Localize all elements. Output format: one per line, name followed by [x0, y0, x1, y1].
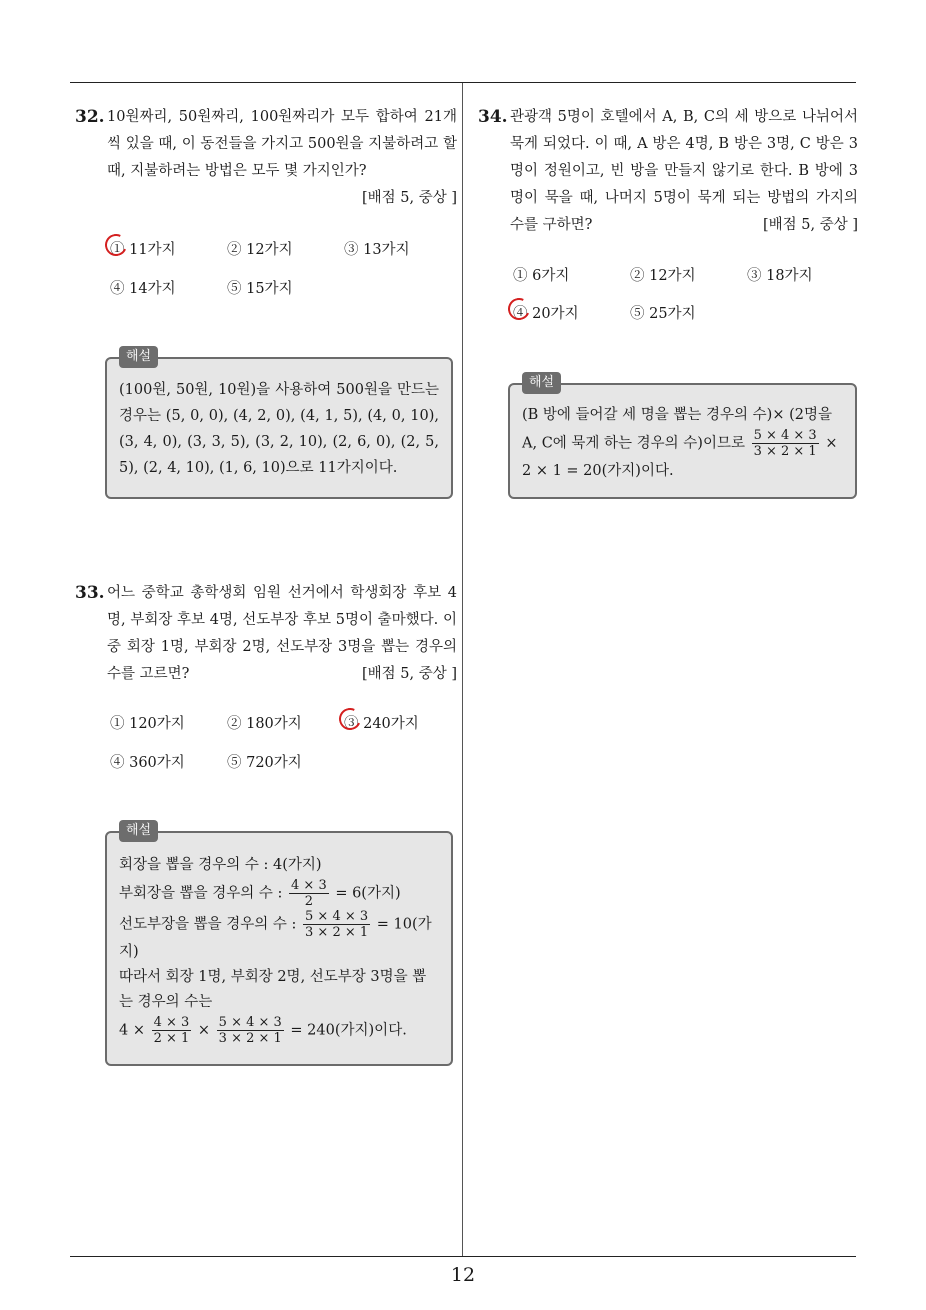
- choice-5[interactable]: ⑤ 720가지: [227, 755, 302, 771]
- choice-5[interactable]: ⑤ 25가지: [630, 306, 696, 322]
- choice-2[interactable]: ② 12가지: [630, 268, 696, 284]
- fraction: $\frac{4 \times 3}{2 \times 1}$: [153, 1015, 190, 1046]
- choice-3[interactable]: ③ 18가지: [747, 268, 813, 284]
- fraction: $\frac{5 \times 4 \times 3}{3 \times 2 \times 1}$: [305, 909, 369, 940]
- solution-line: 회장을 뽑을 경우의 수 : 4(가지): [119, 857, 322, 873]
- choice-4[interactable]: ④ 20가지: [513, 302, 579, 323]
- question-stem: 관광객 5명이 호텔에서 A, B, C의 세 방으로 나뉘어서 묵게 되었다. 이 때, A 방은 4명, B 방은 3명, C 방은 3명이 정원이고, 빈 방을 만들지 않기로 한다. B 방에 3명이 묵을 때, 나머지 5명이 묵게 되는 방법의 가지의 수를 구하면?: [510, 109, 858, 233]
- column-divider: [462, 83, 463, 1256]
- page-number: 12: [450, 1264, 476, 1286]
- solution-box-33: [105, 823, 453, 1066]
- solution-line: 따라서 회장 1명, 부회장 2명, 선도부장 3명을 뽑: [119, 969, 427, 985]
- score-label: [배점 5, 중상 ]: [361, 666, 457, 682]
- choices-32: [110, 238, 450, 298]
- solution-box-34: [508, 375, 857, 499]
- question-number: 34.: [478, 107, 508, 127]
- choice-3[interactable]: ③ 13가지: [344, 242, 410, 258]
- choice-5[interactable]: ⑤ 15가지: [227, 281, 293, 297]
- choice-1[interactable]: ① 120가지: [110, 716, 185, 732]
- solution-tag: 해설: [119, 346, 158, 368]
- solution-text: (100원, 50원, 10원)을 사용하여 500원을 만드는 경우는 (5, 0, 0), (4, 2, 0), (4, 1, 5), (4, 0, 10), (3, 4, 0), (3, 3, 5), (3, 2, 10), (2, 6, 0), (2, 5, 5), (2, 4, 10), (1, 6, 10)으로 11가지이다.: [119, 382, 439, 476]
- solution-line: 지): [119, 944, 139, 960]
- question-32: [75, 104, 457, 212]
- question-number: 33.: [75, 583, 105, 603]
- fraction: $\frac{5 \times 4 \times 3}{3 \times 2 \times 1}$: [218, 1015, 282, 1046]
- choice-2[interactable]: ② 180가지: [227, 716, 302, 732]
- choice-2[interactable]: ② 12가지: [227, 242, 293, 258]
- question-34: [478, 104, 858, 239]
- solution-line: 부회장을 뽑을 경우의 수 : $\frac{4 \times 3}{2}$ = 6(가지): [119, 878, 401, 909]
- solution-line: 2 × 1 = 20(가지)이다.: [522, 463, 674, 479]
- solution-line: 선도부장을 뽑을 경우의 수 : $\frac{5 \times 4 \times 3}{3 \times 2 \times 1}$ = 10(가: [119, 909, 432, 940]
- choice-1[interactable]: ① 11가지: [110, 238, 176, 259]
- question-stem: 어느 중학교 총학생회 임원 선거에서 학생회장 후보 4명, 부회장 후보 4명, 선도부장 후보 5명이 출마했다. 이 중 회장 1명, 부회장 2명, 선도부장 3명을 뽑는 경우의 수를 고르면?: [107, 585, 457, 682]
- question-number: 32.: [75, 107, 105, 127]
- choices-33: [110, 712, 450, 772]
- choice-4[interactable]: ④ 360가지: [110, 755, 185, 771]
- solution-line: 4 × $\frac{4 \times 3}{2 \times 1}$ × $\frac{5 \times 4 \times 3}{3 \times 2 \times 1}$ = 240(가지)이다.: [119, 1015, 407, 1046]
- choice-1[interactable]: ① 6가지: [513, 268, 570, 284]
- fraction: $\frac{5 \times 4 \times 3}{3 \times 2 \times 1}$: [753, 428, 817, 459]
- score-label: [배점 5, 중상 ]: [762, 217, 858, 233]
- header-rule: [70, 82, 856, 83]
- score-label: [배점 5, 중상 ]: [361, 190, 457, 206]
- fraction: $\frac{4 \times 3}{2}$: [291, 878, 327, 909]
- solution-tag: 해설: [522, 372, 561, 394]
- solution-tag: 해설: [119, 820, 158, 842]
- solution-line: 는 경우의 수는: [119, 994, 213, 1010]
- choices-34: [513, 264, 853, 324]
- question-33: [75, 580, 457, 688]
- solution-line: A, C에 묵게 하는 경우의 수)이므로 $\frac{5 \times 4 \times 3}{3 \times 2 \times 1}$ ×: [522, 428, 838, 459]
- choice-3[interactable]: ③ 240가지: [344, 712, 419, 733]
- question-stem: 10원짜리, 50원짜리, 100원짜리가 모두 합하여 21개씩 있을 때, 이 동전들을 가지고 500원을 지불하려고 할 때, 지불하려는 방법은 모두 몇 가지인가?: [107, 109, 457, 179]
- footer-rule: [70, 1256, 856, 1257]
- solution-box-32: [105, 349, 453, 499]
- solution-line: (B 방에 들어갈 세 명을 뽑는 경우의 수)× (2명을: [522, 407, 832, 423]
- choice-4[interactable]: ④ 14가지: [110, 281, 176, 297]
